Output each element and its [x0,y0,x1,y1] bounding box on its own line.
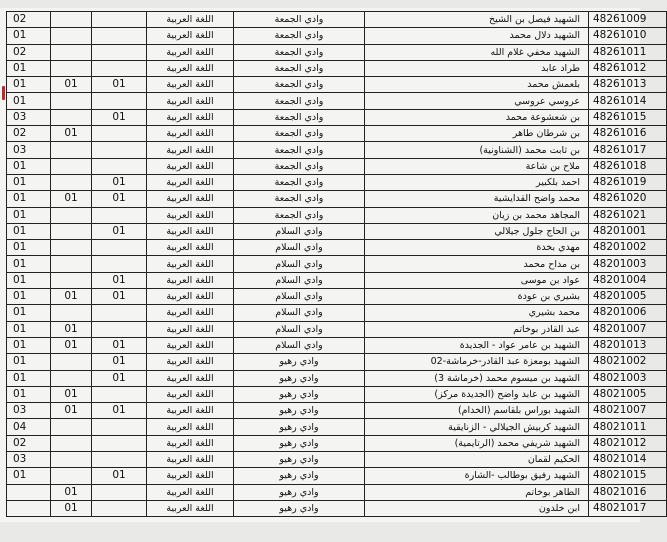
district-cell: وادي السلام [234,305,365,321]
school-name-cell: عبد القادر بوخاتم [365,321,589,337]
school-code-cell: 48021003 [589,370,667,386]
count-cell-b [51,272,92,288]
language-cell: اللغة العربية [147,28,234,44]
table-row [7,354,667,370]
school-name-cell: الشهيد رفيق بوطالب -الشارة [365,468,589,484]
language-cell: اللغة العربية [147,289,234,305]
total-cell [7,500,51,516]
school-code-cell: 48261019 [589,174,667,190]
count-cell-b [51,452,92,468]
count-cell-b [51,354,92,370]
table-row [7,174,667,190]
count-cell-a: 01 [92,354,147,370]
language-cell: اللغة العربية [147,191,234,207]
language-cell: اللغة العربية [147,142,234,158]
count-cell-a [92,305,147,321]
table-row [7,468,667,484]
district-cell: وادي الجمعة [234,142,365,158]
count-cell-a: 01 [92,174,147,190]
count-cell-a: 01 [92,468,147,484]
table-row [7,77,667,93]
school-name-cell: بن شعشوعة محمد [365,109,589,125]
language-cell: اللغة العربية [147,370,234,386]
count-cell-b [51,468,92,484]
count-cell-b [51,109,92,125]
school-code-cell: 48021005 [589,386,667,402]
table-row [7,484,667,500]
district-cell: وادي رهيو [234,419,365,435]
school-code-cell: 48261018 [589,158,667,174]
table-row [7,386,667,402]
language-cell: اللغة العربية [147,305,234,321]
school-code-cell: 48261016 [589,126,667,142]
count-cell-a [92,12,147,28]
total-cell: 01 [7,272,51,288]
district-cell: وادي الجمعة [234,60,365,76]
red-ink-mark [2,86,5,100]
count-cell-a [92,386,147,402]
school-name-cell: المجاهد محمد بن زيان [365,207,589,223]
schools-table-body [7,12,667,517]
school-name-cell: بن مداح محمد [365,256,589,272]
count-cell-a [92,240,147,256]
count-cell-b: 01 [51,126,92,142]
total-cell: 01 [7,93,51,109]
district-cell: وادي السلام [234,256,365,272]
district-cell: وادي الجمعة [234,44,365,60]
language-cell: اللغة العربية [147,419,234,435]
school-name-cell: الشهيد بن عامر عواد - الجديدة [365,337,589,353]
school-code-cell: 48261010 [589,28,667,44]
table-row [7,191,667,207]
language-cell: اللغة العربية [147,468,234,484]
count-cell-a [92,256,147,272]
total-cell: 01 [7,468,51,484]
language-cell: اللغة العربية [147,452,234,468]
total-cell: 01 [7,77,51,93]
school-code-cell: 48021002 [589,354,667,370]
school-name-cell: الشهيد بن ميسوم محمد (خرماشة 3) [365,370,589,386]
count-cell-b [51,435,92,451]
total-cell: 01 [7,354,51,370]
total-cell: 03 [7,142,51,158]
language-cell: اللغة العربية [147,272,234,288]
school-code-cell: 48021015 [589,468,667,484]
district-cell: وادي الجمعة [234,191,365,207]
total-cell: 01 [7,256,51,272]
count-cell-a [92,93,147,109]
school-name-cell: بشيري بن عودة [365,289,589,305]
table-row [7,28,667,44]
total-cell: 01 [7,191,51,207]
language-cell: اللغة العربية [147,337,234,353]
count-cell-a [92,158,147,174]
language-cell: اللغة العربية [147,223,234,239]
school-code-cell: 48201002 [589,240,667,256]
total-cell: 03 [7,452,51,468]
count-cell-b [51,12,92,28]
count-cell-b: 01 [51,484,92,500]
school-code-cell: 48021012 [589,435,667,451]
total-cell: 01 [7,337,51,353]
total-cell: 01 [7,305,51,321]
total-cell: 01 [7,289,51,305]
count-cell-a [92,419,147,435]
count-cell-a [92,321,147,337]
count-cell-a [92,500,147,516]
count-cell-a [92,44,147,60]
school-code-cell: 48201003 [589,256,667,272]
table-row [7,109,667,125]
table-row [7,500,667,516]
count-cell-b [51,256,92,272]
language-cell: اللغة العربية [147,500,234,516]
language-cell: اللغة العربية [147,321,234,337]
school-code-cell: 48201007 [589,321,667,337]
district-cell: وادي رهيو [234,354,365,370]
count-cell-b [51,44,92,60]
school-name-cell: طراد عابد [365,60,589,76]
school-code-cell: 48261013 [589,77,667,93]
total-cell: 01 [7,321,51,337]
table-row [7,272,667,288]
count-cell-b [51,60,92,76]
school-code-cell: 48261017 [589,142,667,158]
language-cell: اللغة العربية [147,77,234,93]
count-cell-a [92,28,147,44]
language-cell: اللغة العربية [147,403,234,419]
language-cell: اللغة العربية [147,174,234,190]
table-row [7,60,667,76]
count-cell-b: 01 [51,403,92,419]
school-code-cell: 48021007 [589,403,667,419]
count-cell-a [92,435,147,451]
school-name-cell: احمد بلكبير [365,174,589,190]
count-cell-a: 01 [92,223,147,239]
count-cell-a: 01 [92,370,147,386]
table-row [7,93,667,109]
language-cell: اللغة العربية [147,354,234,370]
total-cell: 02 [7,435,51,451]
language-cell: اللغة العربية [147,240,234,256]
district-cell: وادي الجمعة [234,207,365,223]
language-cell: اللغة العربية [147,386,234,402]
school-name-cell: الشهيد كربيش الجيلالي - الزنايقية [365,419,589,435]
school-code-cell: 48261012 [589,60,667,76]
district-cell: وادي رهيو [234,484,365,500]
table-row [7,158,667,174]
table-row [7,435,667,451]
total-cell: 01 [7,28,51,44]
count-cell-b: 01 [51,77,92,93]
total-cell [7,484,51,500]
count-cell-a [92,126,147,142]
count-cell-b: 01 [51,500,92,516]
table-row [7,370,667,386]
total-cell: 01 [7,158,51,174]
table-row [7,419,667,435]
count-cell-b [51,240,92,256]
school-name-cell: ملاح بن شاعة [365,158,589,174]
table-row [7,305,667,321]
district-cell: وادي الجمعة [234,93,365,109]
school-code-cell: 48021016 [589,484,667,500]
count-cell-b: 01 [51,321,92,337]
school-name-cell: محمد واضح القدايشية [365,191,589,207]
district-cell: وادي السلام [234,272,365,288]
school-name-cell: الشهيد مخفي غلام الله [365,44,589,60]
count-cell-b: 01 [51,337,92,353]
count-cell-b [51,419,92,435]
district-cell: وادي رهيو [234,370,365,386]
language-cell: اللغة العربية [147,60,234,76]
school-name-cell: عروسي عروسي [365,93,589,109]
language-cell: اللغة العربية [147,12,234,28]
total-cell: 01 [7,386,51,402]
table-row [7,240,667,256]
document-page [0,8,647,522]
table-row [7,207,667,223]
school-name-cell: ابن خلدون [365,500,589,516]
total-cell: 01 [7,370,51,386]
count-cell-b: 01 [51,386,92,402]
district-cell: وادي رهيو [234,468,365,484]
school-code-cell: 48201001 [589,223,667,239]
total-cell: 02 [7,126,51,142]
table-row [7,142,667,158]
school-name-cell: بن ثابت محمد (الشناونية) [365,142,589,158]
school-name-cell: الحكيم لقمان [365,452,589,468]
count-cell-a: 01 [92,403,147,419]
count-cell-a [92,452,147,468]
total-cell: 01 [7,240,51,256]
table-row [7,321,667,337]
school-name-cell: الشهيد شريفي محمد (الرتايمية) [365,435,589,451]
district-cell: وادي الجمعة [234,158,365,174]
district-cell: وادي الجمعة [234,12,365,28]
total-cell: 02 [7,12,51,28]
language-cell: اللغة العربية [147,484,234,500]
language-cell: اللغة العربية [147,435,234,451]
language-cell: اللغة العربية [147,44,234,60]
district-cell: وادي رهيو [234,386,365,402]
language-cell: اللغة العربية [147,93,234,109]
school-name-cell: الطاهر بوخاتم [365,484,589,500]
table-row [7,452,667,468]
district-cell: وادي الجمعة [234,28,365,44]
school-code-cell: 48201004 [589,272,667,288]
school-name-cell: بلعمش محمد [365,77,589,93]
language-cell: اللغة العربية [147,158,234,174]
district-cell: وادي رهيو [234,500,365,516]
district-cell: وادي الجمعة [234,77,365,93]
total-cell: 04 [7,419,51,435]
count-cell-b [51,174,92,190]
count-cell-a: 01 [92,272,147,288]
table-row [7,256,667,272]
school-name-cell: بن شرطان طاهر [365,126,589,142]
district-cell: وادي السلام [234,289,365,305]
total-cell: 01 [7,174,51,190]
school-name-cell: بن الحاج جلول جيلالي [365,223,589,239]
count-cell-a [92,207,147,223]
total-cell: 01 [7,223,51,239]
count-cell-b [51,158,92,174]
count-cell-a [92,60,147,76]
table-row [7,223,667,239]
total-cell: 03 [7,403,51,419]
school-code-cell: 48021017 [589,500,667,516]
district-cell: وادي الجمعة [234,174,365,190]
table-row [7,126,667,142]
total-cell: 01 [7,207,51,223]
school-name-cell: محمد بشيري [365,305,589,321]
school-code-cell: 48201005 [589,289,667,305]
count-cell-a: 01 [92,191,147,207]
school-name-cell: الشهيد بوراس بلقاسم (الخدام) [365,403,589,419]
language-cell: اللغة العربية [147,207,234,223]
total-cell: 03 [7,109,51,125]
schools-table [6,11,667,517]
language-cell: اللغة العربية [147,256,234,272]
school-code-cell: 48261014 [589,93,667,109]
district-cell: وادي السلام [234,337,365,353]
count-cell-a: 01 [92,289,147,305]
table-row [7,12,667,28]
count-cell-b [51,28,92,44]
school-name-cell: عواد بن موسى [365,272,589,288]
count-cell-a: 01 [92,337,147,353]
school-code-cell: 48261021 [589,207,667,223]
district-cell: وادي السلام [234,240,365,256]
school-code-cell: 48021011 [589,419,667,435]
school-name-cell: الشهيد بن عابد واضح (الجديدة مركز) [365,386,589,402]
count-cell-b [51,370,92,386]
count-cell-a: 01 [92,77,147,93]
language-cell: اللغة العربية [147,109,234,125]
district-cell: وادي الجمعة [234,109,365,125]
total-cell: 02 [7,44,51,60]
table-row [7,337,667,353]
language-cell: اللغة العربية [147,126,234,142]
district-cell: وادي السلام [234,321,365,337]
count-cell-a [92,142,147,158]
count-cell-b [51,305,92,321]
school-code-cell: 48261009 [589,12,667,28]
district-cell: وادي رهيو [234,403,365,419]
school-name-cell: الشهيد بومعزة عبد القادر-خرماشة-02 [365,354,589,370]
school-name-cell: الشهيد فيصل بن الشيخ [365,12,589,28]
count-cell-b: 01 [51,289,92,305]
district-cell: وادي الجمعة [234,126,365,142]
school-code-cell: 48261020 [589,191,667,207]
table-row [7,289,667,305]
school-code-cell: 48261011 [589,44,667,60]
school-code-cell: 48201006 [589,305,667,321]
table-row [7,403,667,419]
school-code-cell: 48021014 [589,452,667,468]
district-cell: وادي السلام [234,223,365,239]
count-cell-b [51,142,92,158]
count-cell-a: 01 [92,109,147,125]
school-code-cell: 48261015 [589,109,667,125]
count-cell-b: 01 [51,191,92,207]
district-cell: وادي رهيو [234,452,365,468]
table-row [7,44,667,60]
count-cell-b [51,223,92,239]
school-name-cell: الشهيد دلال محمد [365,28,589,44]
total-cell: 01 [7,60,51,76]
count-cell-a [92,484,147,500]
count-cell-b [51,207,92,223]
school-code-cell: 48201013 [589,337,667,353]
district-cell: وادي رهيو [234,435,365,451]
count-cell-b [51,93,92,109]
school-name-cell: مهدي بخدة [365,240,589,256]
